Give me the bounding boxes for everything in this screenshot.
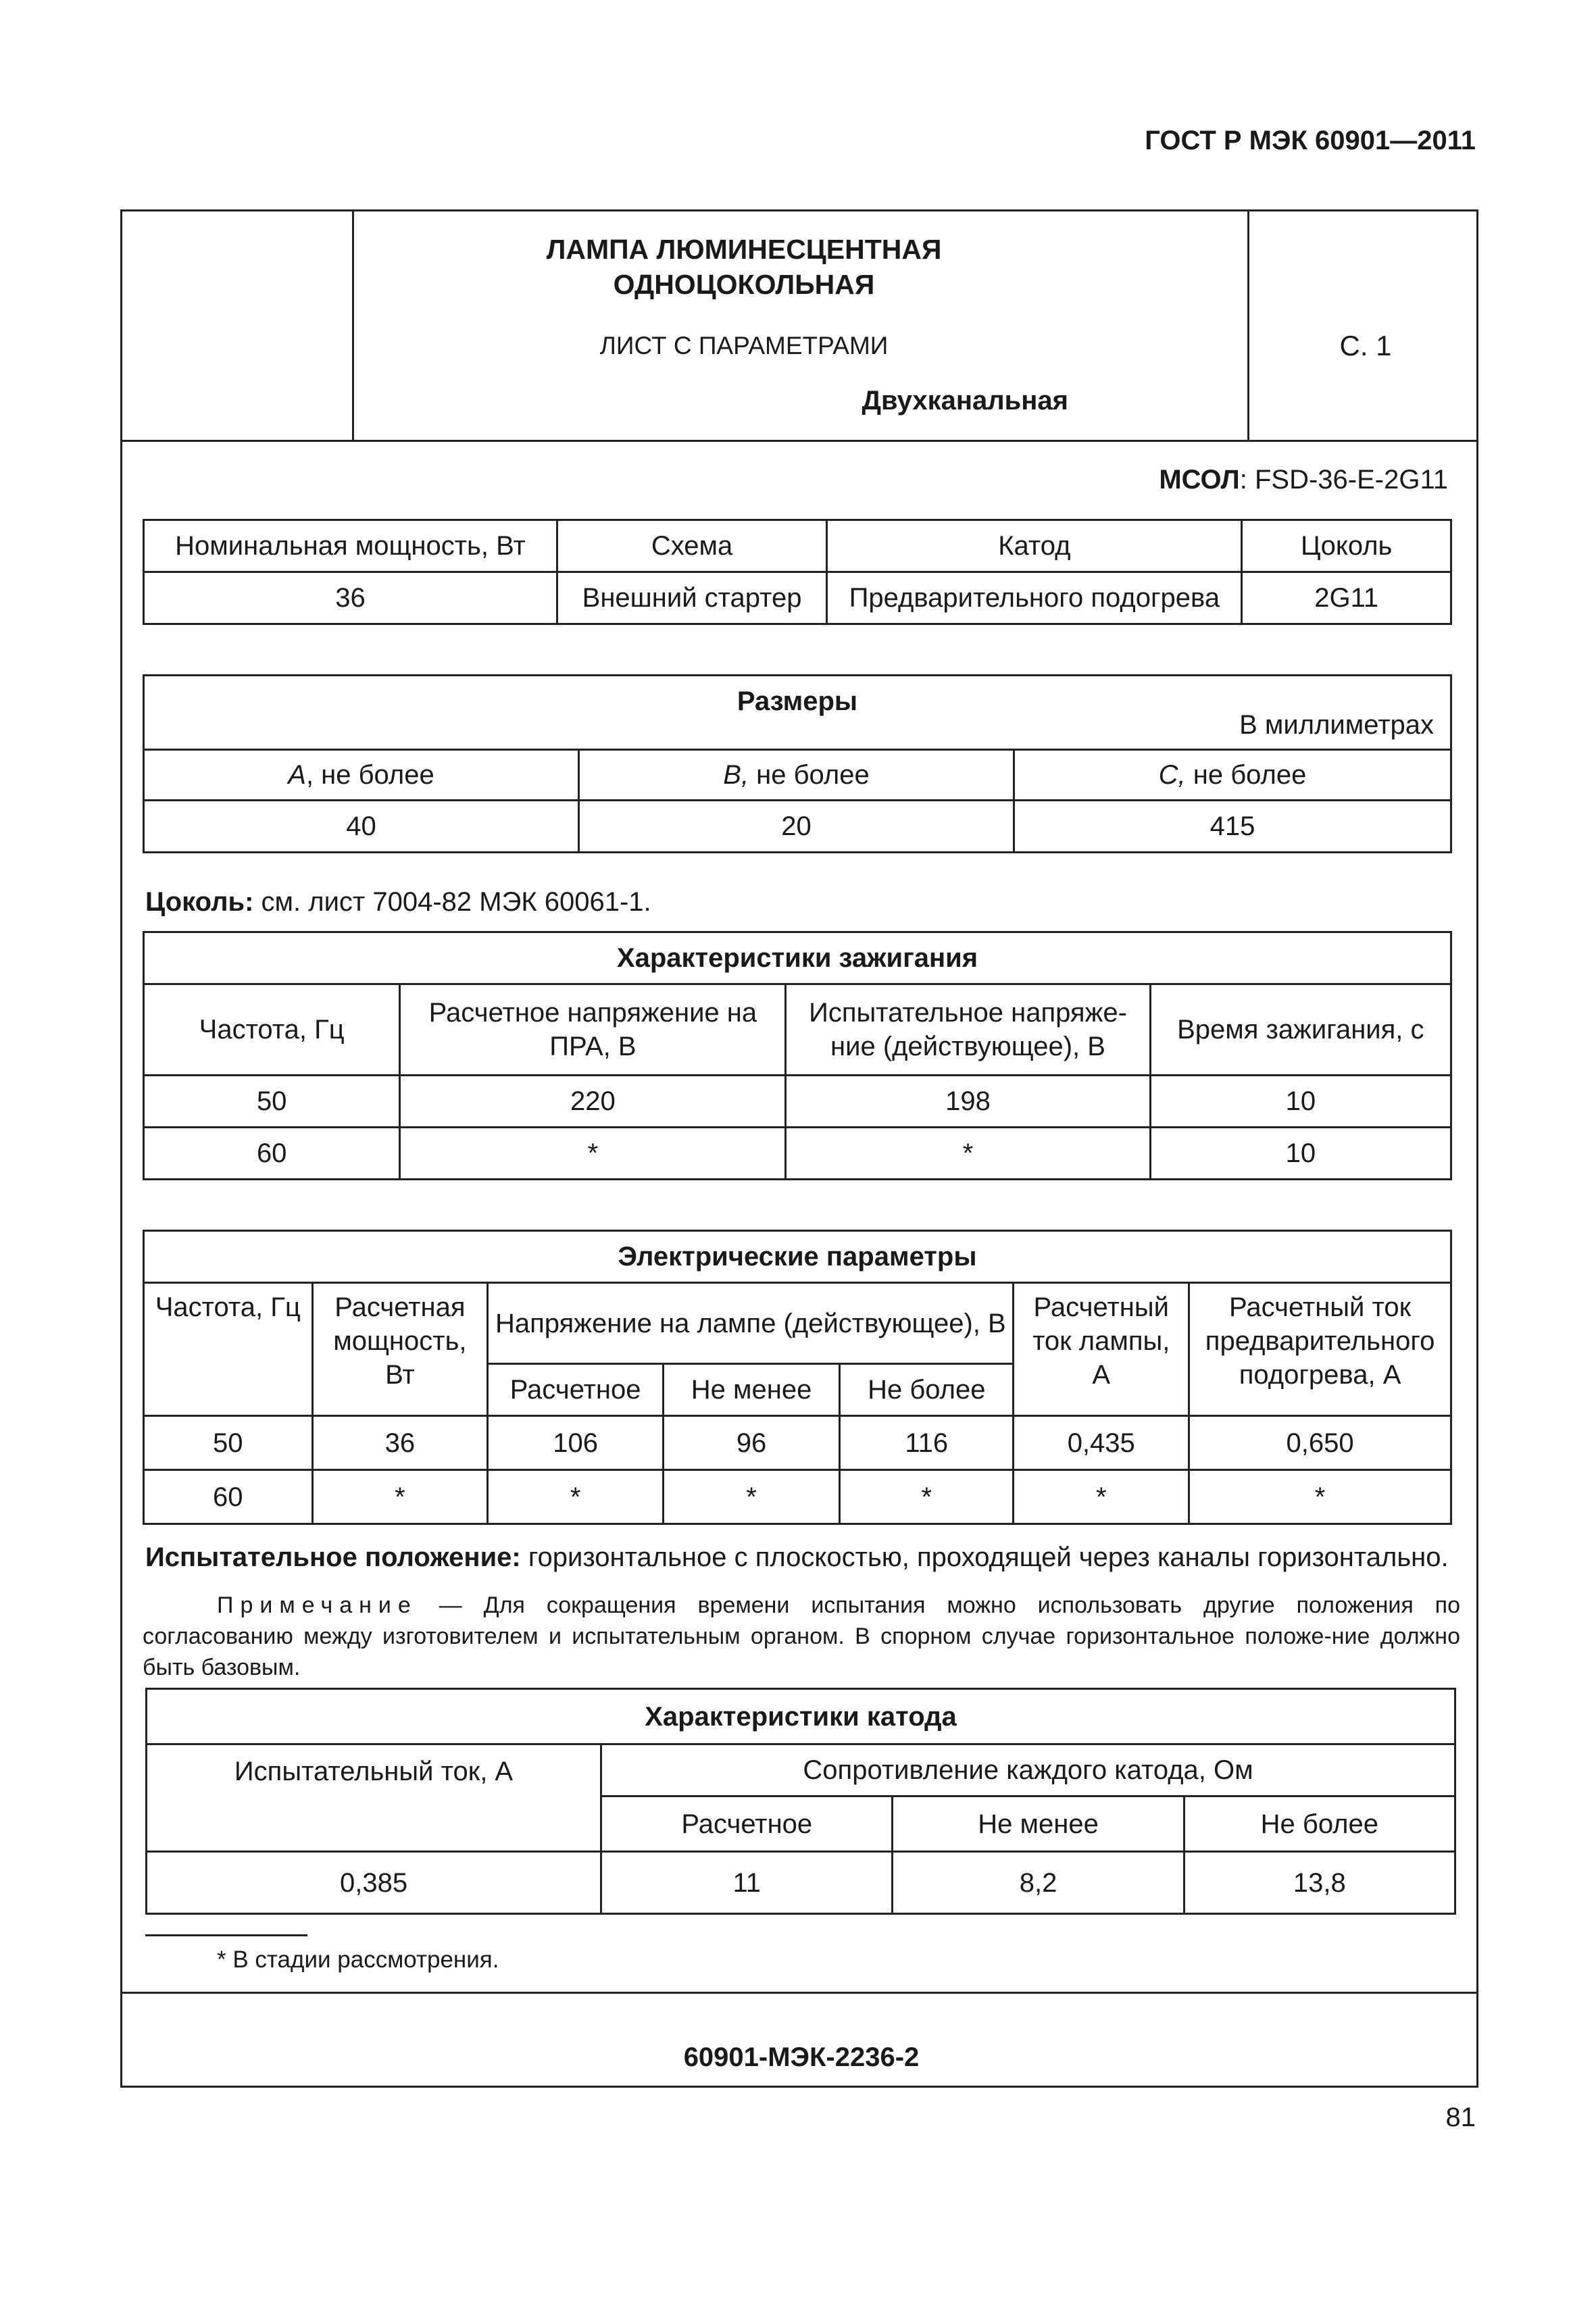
cathode-value-row: [147, 1852, 1455, 1914]
dimensions-title: Размеры: [737, 686, 858, 716]
test-position: [145, 1542, 1449, 1573]
title-block-bottom-rule: [122, 440, 1476, 442]
footnote: * В стадии рассмотрения.: [217, 1946, 499, 1973]
sheet-code: 60901-МЭК-2236-2: [683, 2042, 920, 2072]
electrical-cell: *: [1014, 1470, 1189, 1524]
electrical-header-voltage: Напряжение на лампе (действующее), В: [488, 1283, 1014, 1364]
electrical-cell: 106: [488, 1416, 664, 1470]
electrical-cell: 0,435: [1014, 1416, 1189, 1470]
electrical-header-frequency: Частота, Гц: [144, 1283, 313, 1416]
remark-text: — Для сокращения времени испытания можно использовать другие положения по согласованию между изготовителем и испытательным органом. В спорном случае горизонтальное положе-ние должно быть базовым.: [143, 1592, 1460, 1680]
electrical-cell: *: [312, 1470, 488, 1524]
msol-code: [1159, 465, 1448, 495]
electrical-cell: *: [1189, 1470, 1451, 1524]
cathode-header-max: Не более: [1184, 1796, 1455, 1852]
electrical-cell: 36: [312, 1416, 488, 1470]
title-line-1: ЛАМПА ЛЮМИНЕСЦЕНТНАЯ: [546, 234, 942, 265]
electrical-cell: *: [840, 1470, 1014, 1524]
main-params-value-row: [144, 572, 1451, 624]
value-cathode: Предварительного подогрева: [827, 572, 1242, 624]
ignition-header-frequency: Частота, Гц: [144, 984, 400, 1076]
electrical-header-voltage-rated: Расчетное: [488, 1364, 664, 1416]
electrical-cell: *: [488, 1470, 664, 1524]
sheet-frame: [120, 209, 1478, 2088]
value-rated-power: 36: [144, 572, 557, 624]
ignition-row: [144, 1076, 1451, 1128]
electrical-table: [143, 1230, 1452, 1525]
footnote-rule: [145, 1934, 307, 1936]
electrical-header-preheat: Расчетный ток предварительного подогрева, А: [1189, 1283, 1451, 1416]
ignition-header-row: [144, 984, 1451, 1076]
cathode-title: Характеристики катода: [147, 1689, 1455, 1744]
base-note: [145, 887, 651, 917]
header-dim-b: B, не более: [579, 750, 1014, 801]
dimensions-title-row: [144, 676, 1451, 750]
header-dim-a: A, не более: [144, 750, 579, 801]
remark-label: Примечание: [217, 1592, 418, 1618]
header-base: Цоколь: [1242, 520, 1451, 572]
main-params-table: [143, 519, 1452, 625]
electrical-header-current: Расчетный ток лампы, А: [1014, 1283, 1189, 1416]
electrical-cell: 50: [144, 1416, 313, 1470]
electrical-header-row: [144, 1283, 1451, 1364]
header-rated-power: Номинальная мощность, Вт: [144, 520, 557, 572]
bottom-block-rule: [122, 1992, 1476, 1994]
electrical-cell: 96: [663, 1416, 839, 1470]
value-circuit: Внешний стартер: [557, 572, 826, 624]
cathode-cell: 0,385: [147, 1852, 601, 1914]
msol-label: МСОЛ: [1159, 465, 1240, 495]
cathode-header-row: [147, 1744, 1455, 1796]
title-divider-right: [1247, 211, 1249, 440]
dimensions-header-row: [144, 750, 1451, 801]
ignition-table: [143, 931, 1452, 1180]
ignition-cell: *: [400, 1128, 786, 1180]
electrical-cell: *: [663, 1470, 839, 1524]
value-dim-b: 20: [579, 801, 1014, 853]
electrical-header-voltage-min: Не менее: [663, 1364, 839, 1416]
remark: [143, 1590, 1460, 1683]
ignition-header-test-voltage: Испытательное напряже-ние (действующее), В: [786, 984, 1150, 1076]
electrical-header-voltage-max: Не более: [840, 1364, 1014, 1416]
ignition-cell: 60: [144, 1128, 400, 1180]
ignition-title-row: [144, 932, 1451, 984]
test-position-label: Испытательное положение:: [145, 1542, 521, 1572]
dimensions-table: [143, 674, 1452, 853]
ignition-row: [144, 1128, 1451, 1180]
main-params-header-row: [144, 520, 1451, 572]
dimensions-title-cell: [144, 676, 1451, 750]
electrical-row: [144, 1416, 1451, 1470]
ignition-cell: 50: [144, 1076, 400, 1128]
sheet-number: С. 1: [1339, 330, 1392, 361]
electrical-header-power: Расчетная мощность, Вт: [312, 1283, 488, 1416]
ignition-header-ballast-voltage: Расчетное напряжение на ПРА, В: [400, 984, 786, 1076]
cathode-header-current: Испытательный ток, А: [147, 1744, 601, 1852]
ignition-title: Характеристики зажигания: [144, 932, 1451, 984]
msol-value: : FSD-36-E-2G11: [1239, 465, 1448, 495]
cathode-header-min: Не менее: [893, 1796, 1184, 1852]
electrical-cell: 0,650: [1189, 1416, 1451, 1470]
ignition-cell: 198: [786, 1076, 1150, 1128]
electrical-cell: 60: [144, 1470, 313, 1524]
value-dim-c: 415: [1014, 801, 1451, 853]
cathode-table: [145, 1688, 1456, 1915]
electrical-title-row: [144, 1231, 1451, 1283]
value-base: 2G11: [1242, 572, 1451, 624]
electrical-title: Электрические параметры: [144, 1231, 1451, 1283]
dimensions-units: В миллиметрах: [1239, 710, 1434, 740]
dimensions-value-row: [144, 801, 1451, 853]
header-circuit: Схема: [557, 520, 826, 572]
page-number: 81: [1445, 2103, 1476, 2132]
cathode-cell: 8,2: [893, 1852, 1184, 1914]
ignition-cell: 10: [1150, 1128, 1451, 1180]
cathode-header-resistance: Сопротивление каждого катода, Ом: [601, 1744, 1455, 1796]
ignition-header-time: Время зажигания, с: [1150, 984, 1451, 1076]
test-position-text: горизонтальное с плоскостью, проходящей через каналы горизонтально.: [520, 1542, 1449, 1572]
sheet-title: [352, 232, 1136, 302]
lamp-variant: Двухканальная: [862, 386, 1068, 416]
header-cathode: Катод: [827, 520, 1242, 572]
cathode-cell: 11: [601, 1852, 893, 1914]
cathode-header-rated: Расчетное: [601, 1796, 893, 1852]
header-dim-c: C, не более: [1014, 750, 1451, 801]
electrical-row: [144, 1470, 1451, 1524]
cathode-cell: 13,8: [1184, 1852, 1455, 1914]
value-dim-a: 40: [144, 801, 579, 853]
ignition-cell: 220: [400, 1076, 786, 1128]
ignition-cell: 10: [1150, 1076, 1451, 1128]
standard-code: ГОСТ Р МЭК 60901—2011: [1145, 126, 1476, 155]
title-line-2: ОДНОЦОКОЛЬНАЯ: [613, 269, 875, 300]
ignition-cell: *: [786, 1128, 1150, 1180]
electrical-cell: 116: [840, 1416, 1014, 1470]
base-note-label: Цоколь:: [145, 887, 254, 917]
cathode-title-row: [147, 1689, 1455, 1744]
base-note-text: см. лист 7004-82 МЭК 60061-1.: [253, 887, 651, 917]
sheet-subtitle: ЛИСТ С ПАРАМЕТРАМИ: [599, 332, 889, 359]
